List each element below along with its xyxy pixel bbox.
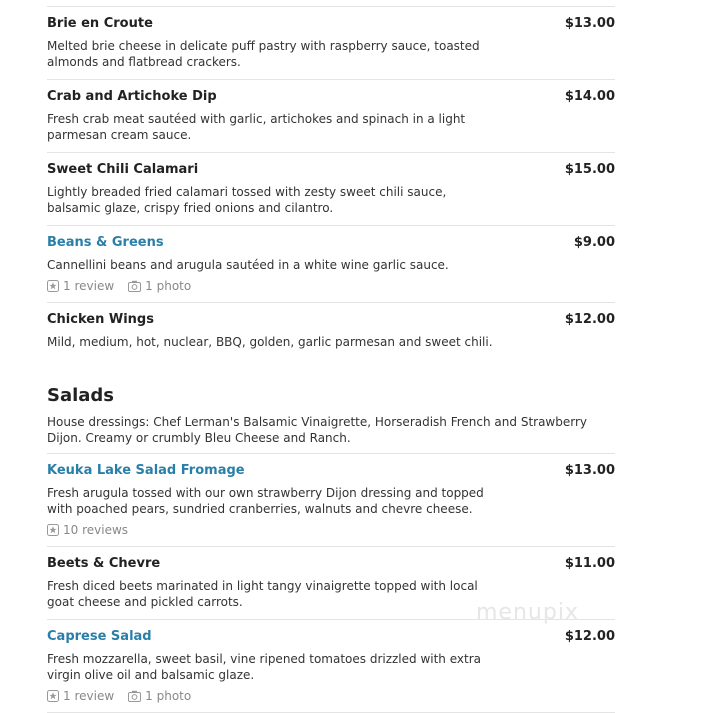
reviews-link[interactable] xyxy=(47,279,114,293)
photos-link[interactable] xyxy=(128,279,191,293)
item-price: $9.00 xyxy=(573,235,615,250)
item-description: Fresh arugula tossed with our own strawberry Dijon dressing and topped with poached pears, sundried cranberries, walnuts and chevre cheese. xyxy=(47,486,484,516)
item-name: Beets & Chevre xyxy=(47,556,161,571)
item-price: $13.00 xyxy=(564,463,615,478)
section-description: House dressings: Chef Lerman's Balsamic Vinaigrette, Horseradish French and Strawberry Dijon. Creamy or crumbly Bleu Cheese and Ranch. xyxy=(47,414,615,454)
item-name: Crab and Artichoke Dip xyxy=(47,89,217,104)
item-description: Melted brie cheese in delicate puff pastry with raspberry sauce, toasted almonds and flatbread crackers. xyxy=(47,39,480,69)
menu-item xyxy=(47,153,615,226)
item-price: $15.00 xyxy=(564,162,615,177)
reviews-count: 1 review xyxy=(63,689,115,703)
item-description: Fresh mozzarella, sweet basil, vine ripened tomatoes drizzled with extra virgin olive oil and balsamic glaze. xyxy=(47,652,481,682)
section-title: Salads xyxy=(47,385,115,406)
item-price: $12.00 xyxy=(564,629,615,644)
item-name-link[interactable]: Beans & Greens xyxy=(47,235,164,250)
camera-icon xyxy=(128,690,141,702)
item-name: Sweet Chili Calamari xyxy=(47,162,199,177)
item-price: $14.00 xyxy=(564,89,615,104)
item-name-link[interactable]: Caprese Salad xyxy=(47,629,152,644)
item-description: Mild, medium, hot, nuclear, BBQ, golden, garlic parmesan and sweet chili. xyxy=(47,335,493,349)
reviews-link[interactable] xyxy=(47,523,128,537)
item-name-link[interactable]: Keuka Lake Salad Fromage xyxy=(47,463,245,478)
reviews-count: 10 reviews xyxy=(63,523,129,537)
item-price: $13.00 xyxy=(564,16,615,31)
review-star-icon xyxy=(47,690,59,702)
review-star-icon xyxy=(47,524,59,536)
item-description: Fresh diced beets marinated in light tangy vinaigrette topped with local goat cheese and pickled carrots. xyxy=(47,579,478,609)
item-description: Lightly breaded fried calamari tossed with zesty sweet chili sauce, balsamic glaze, crispy fried onions and cilantro. xyxy=(47,185,447,215)
menu-item xyxy=(47,620,615,713)
item-price: $11.00 xyxy=(564,556,615,571)
menu-item xyxy=(47,7,615,80)
camera-icon xyxy=(128,280,141,292)
photos-count: 1 photo xyxy=(145,689,192,703)
item-description: Fresh crab meat sautéed with garlic, artichokes and spinach in a light parmesan cream sauce. xyxy=(47,112,466,142)
item-price: $12.00 xyxy=(564,312,615,327)
menu-item xyxy=(47,226,615,303)
item-name: Brie en Croute xyxy=(47,16,153,31)
menu-item xyxy=(47,80,615,153)
menu-item xyxy=(47,454,615,547)
review-star-icon xyxy=(47,280,59,292)
menu-item xyxy=(47,303,615,359)
photos-count: 1 photo xyxy=(145,279,192,293)
item-description: Cannellini beans and arugula sautéed in a white wine garlic sauce. xyxy=(47,258,449,272)
divider xyxy=(47,0,615,7)
watermark: menupix xyxy=(476,600,579,625)
item-name: Chicken Wings xyxy=(47,312,154,327)
photos-link[interactable] xyxy=(128,689,191,703)
reviews-count: 1 review xyxy=(63,279,115,293)
reviews-link[interactable] xyxy=(47,689,114,703)
